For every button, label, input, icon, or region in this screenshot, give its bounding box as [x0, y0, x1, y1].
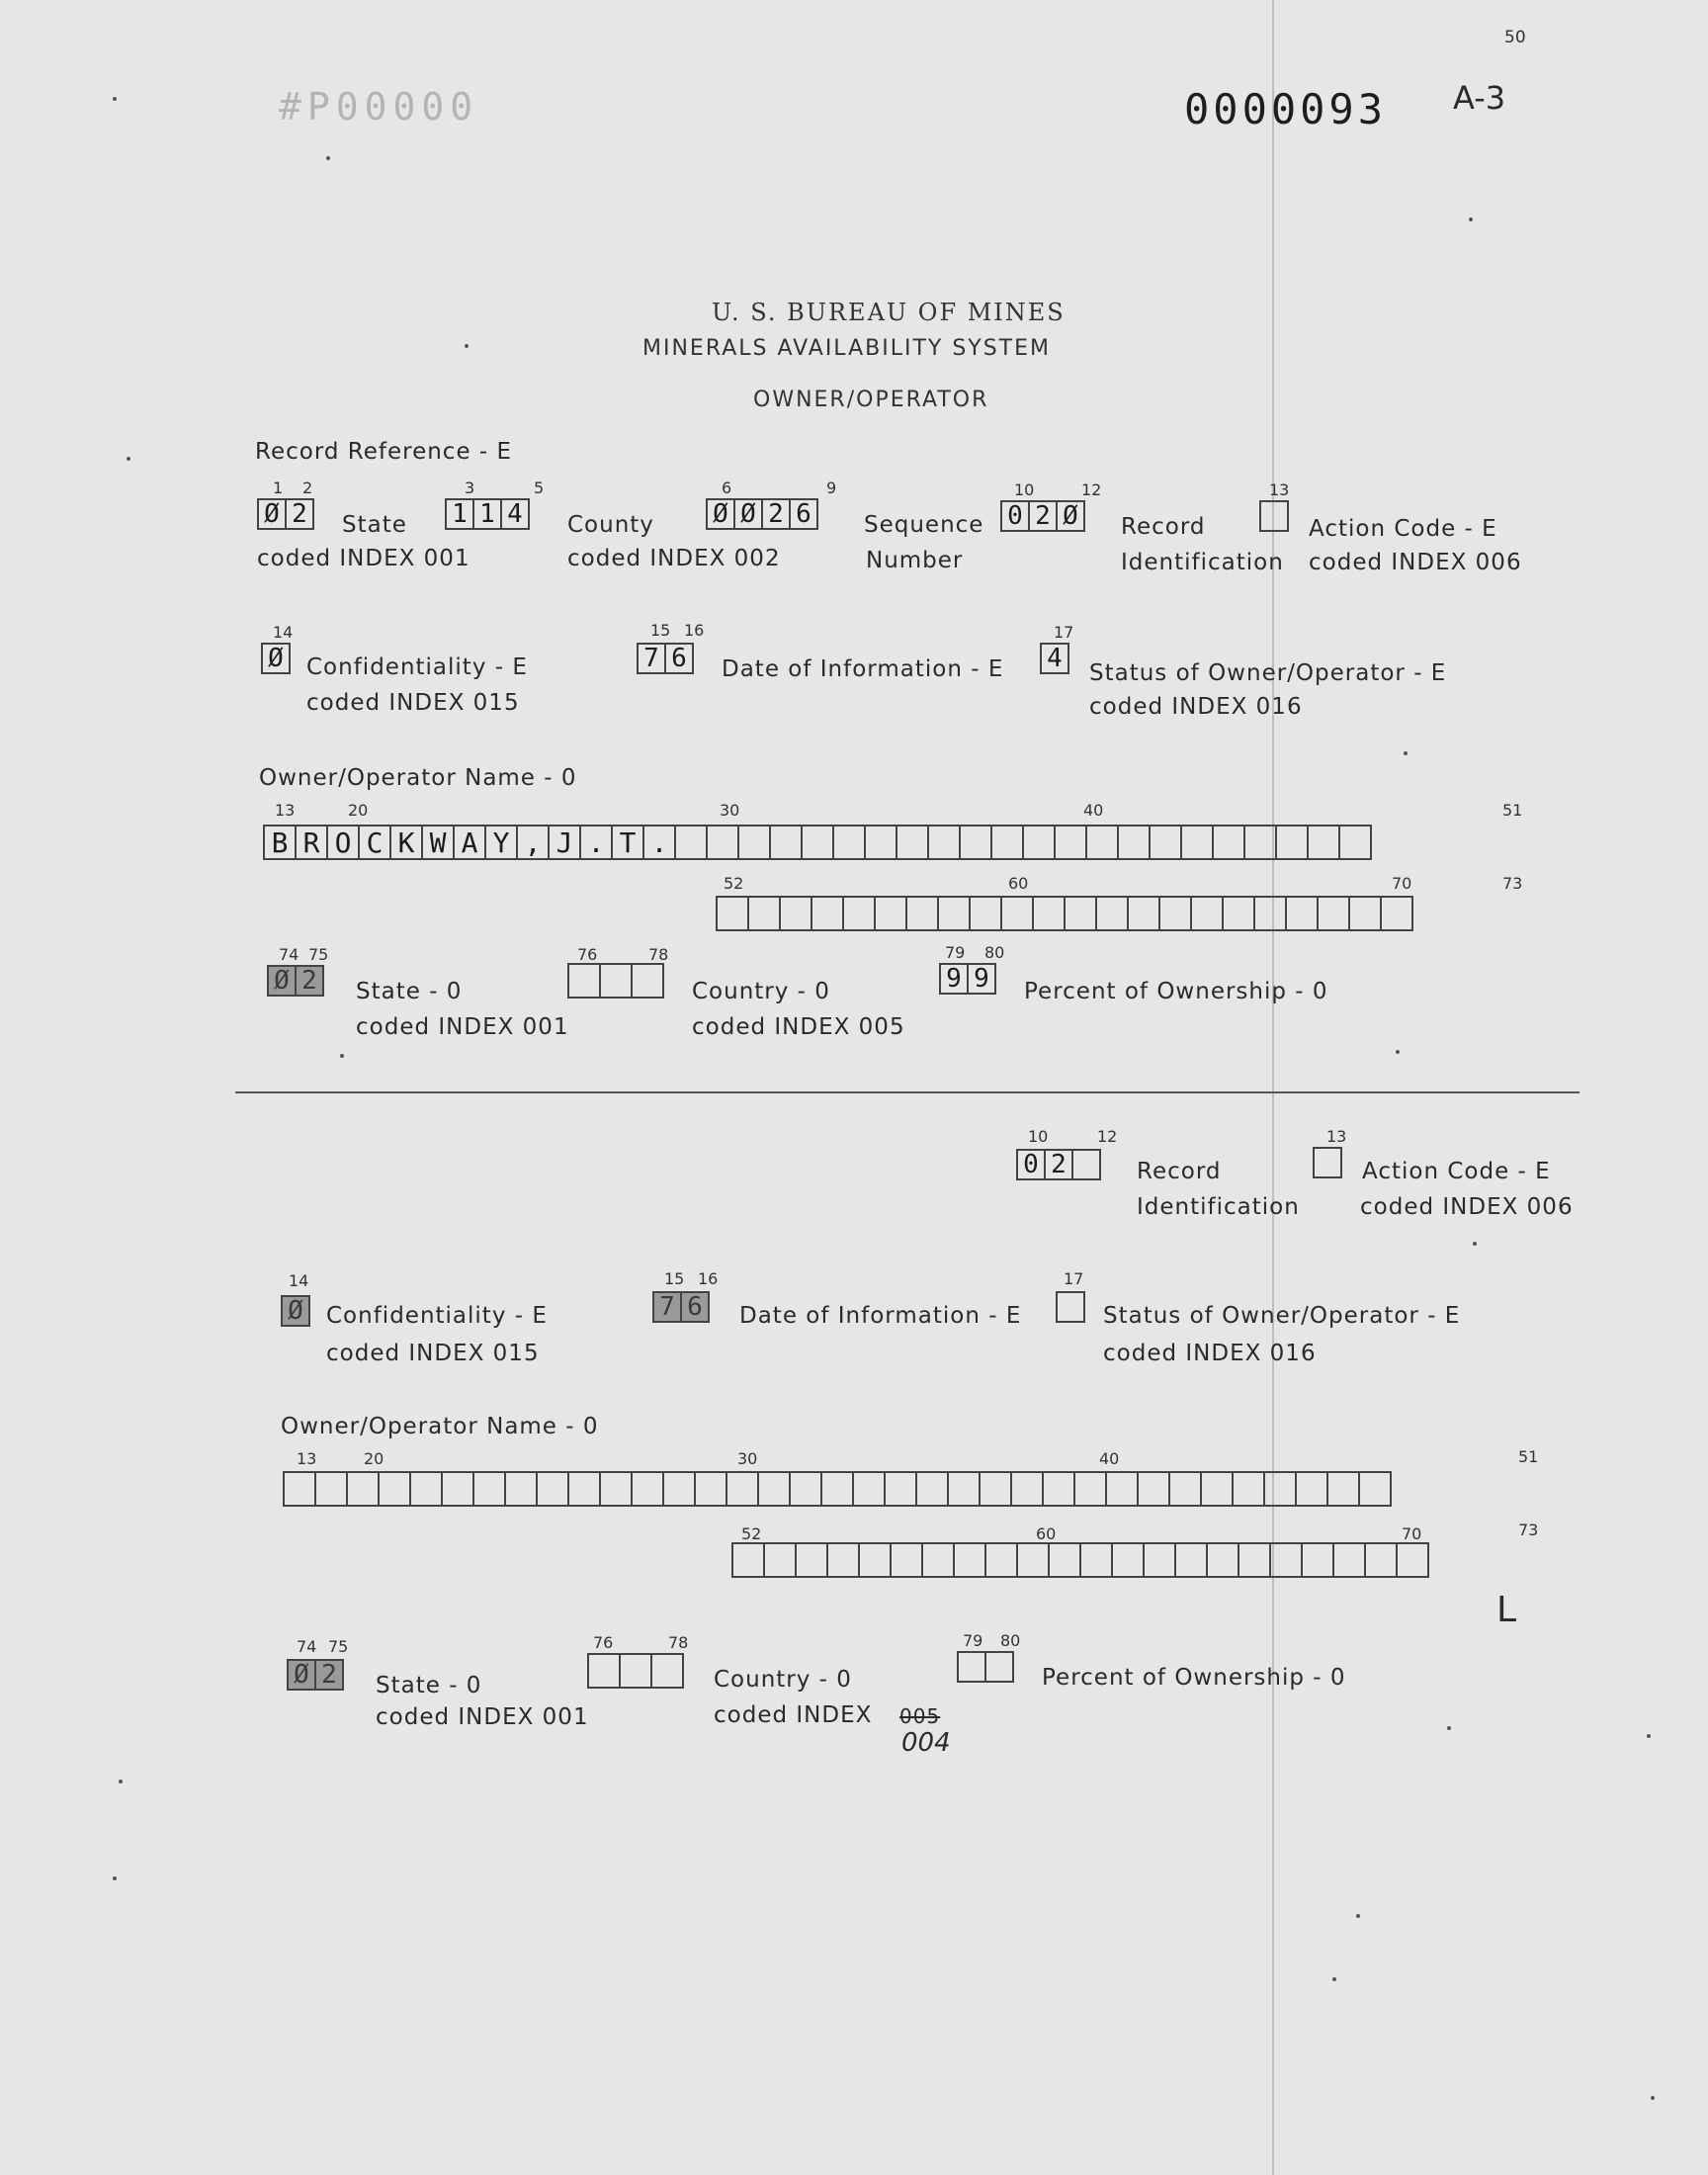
- s1-state-num1: 1: [273, 478, 284, 497]
- s1-sequence-box[interactable]: Ø: [706, 498, 735, 530]
- s1-country-num1: 76: [577, 945, 598, 964]
- s2-percent-box[interactable]: [984, 1651, 1014, 1683]
- s1-sequence-box[interactable]: 2: [761, 498, 791, 530]
- s1-name-box[interactable]: [1317, 896, 1350, 931]
- s1-county-sub: coded INDEX 002: [567, 546, 781, 571]
- s2-name2-num: 70: [1402, 1524, 1422, 1543]
- s1-name-box[interactable]: [1180, 825, 1214, 860]
- s2-name-box[interactable]: [1364, 1542, 1398, 1578]
- s2-conf-label: Confidentiality - E: [326, 1303, 548, 1329]
- s1-name-box[interactable]: [1275, 825, 1309, 860]
- s1-status-boxes: [1042, 643, 1069, 674]
- s1-name-label: Owner/Operator Name - 0: [259, 765, 577, 791]
- s2-name-box[interactable]: [795, 1542, 828, 1578]
- s1-state-label: State: [342, 512, 407, 538]
- s2-country-struck-code: 005: [899, 1704, 941, 1728]
- s2-name-row2: [733, 1542, 1429, 1578]
- s1-name-box[interactable]: [716, 896, 749, 931]
- s1-recid-num2: 12: [1081, 480, 1102, 499]
- scan-speck: [1404, 751, 1408, 755]
- s2-date-box[interactable]: 6: [680, 1291, 710, 1323]
- s2-action-sub: coded INDEX 006: [1360, 1194, 1574, 1220]
- s2-name-box[interactable]: [631, 1471, 664, 1507]
- s1-name-box[interactable]: [1085, 825, 1119, 860]
- s2-percent-num1: 79: [963, 1631, 983, 1650]
- s1-county-num2: 5: [534, 478, 545, 497]
- s2-action-boxes: [1315, 1147, 1342, 1178]
- s1-stateo-num2: 75: [308, 945, 329, 964]
- s2-country-box[interactable]: [619, 1653, 652, 1689]
- s2-stateo-num2: 75: [328, 1637, 349, 1656]
- scan-speck: [326, 156, 330, 160]
- s2-percent-label: Percent of Ownership - 0: [1042, 1665, 1346, 1691]
- s1-action-box[interactable]: [1259, 500, 1289, 532]
- s1-name-box[interactable]: C: [358, 825, 391, 860]
- s2-name-num: 20: [364, 1449, 384, 1468]
- s2-name-box[interactable]: [915, 1471, 949, 1507]
- s2-name-box[interactable]: [1200, 1471, 1234, 1507]
- s2-name-box[interactable]: [1301, 1542, 1334, 1578]
- s2-name-box[interactable]: [763, 1542, 797, 1578]
- s2-stateo-label: State - 0: [376, 1673, 482, 1698]
- s1-name-box[interactable]: B: [263, 825, 297, 860]
- s2-date-label: Date of Information - E: [739, 1303, 1022, 1329]
- s1-name-box[interactable]: [969, 896, 1002, 931]
- s1-sequence-box[interactable]: 6: [789, 498, 818, 530]
- s2-country-box[interactable]: [587, 1653, 621, 1689]
- s2-name-box[interactable]: [1174, 1542, 1208, 1578]
- s2-name-box[interactable]: [1332, 1542, 1366, 1578]
- s2-name-box[interactable]: [346, 1471, 380, 1507]
- s1-name-box[interactable]: [1117, 825, 1151, 860]
- s1-name-box[interactable]: [905, 896, 939, 931]
- s1-county-box[interactable]: 4: [500, 498, 530, 530]
- s1-name-box[interactable]: [959, 825, 992, 860]
- s1-state-boxes: [259, 498, 314, 530]
- s1-recid-box[interactable]: 0: [1000, 500, 1030, 532]
- s2-recid-box[interactable]: 2: [1044, 1149, 1073, 1180]
- s2-recid-label: Record: [1137, 1159, 1222, 1184]
- s1-status-sub: coded INDEX 016: [1089, 694, 1303, 720]
- s2-date-boxes: [654, 1291, 710, 1323]
- document-number: 0000093: [1184, 85, 1388, 133]
- s2-name-box[interactable]: [1010, 1471, 1044, 1507]
- s1-name-box[interactable]: [1212, 825, 1245, 860]
- s1-state-box[interactable]: 2: [285, 498, 314, 530]
- s1-name-box[interactable]: [779, 896, 812, 931]
- s1-stateo-box[interactable]: 2: [295, 965, 324, 997]
- scan-speck: [465, 344, 469, 348]
- s1-seq-sub: Number: [866, 548, 964, 573]
- s2-name-box[interactable]: [283, 1471, 316, 1507]
- s2-name-box[interactable]: [378, 1471, 411, 1507]
- s2-name-box[interactable]: [1358, 1471, 1392, 1507]
- s2-name-box[interactable]: [731, 1542, 765, 1578]
- s2-name-box[interactable]: [1396, 1542, 1429, 1578]
- s1-country-num2: 78: [648, 945, 669, 964]
- s1-name-box[interactable]: .: [642, 825, 676, 860]
- s2-name-box[interactable]: [1206, 1542, 1239, 1578]
- s1-name-box[interactable]: A: [453, 825, 486, 860]
- s1-name-box[interactable]: ,: [516, 825, 550, 860]
- s2-name-box[interactable]: [1137, 1471, 1170, 1507]
- s2-recid-num1: 10: [1028, 1127, 1049, 1146]
- s1-name-num: 30: [720, 801, 740, 820]
- s2-name-num: 40: [1099, 1449, 1120, 1468]
- s2-name-box[interactable]: [858, 1542, 892, 1578]
- s1-stateo-sub: coded INDEX 001: [356, 1014, 569, 1040]
- s1-action-sub: coded INDEX 006: [1309, 550, 1522, 575]
- s1-county-label: County: [567, 512, 654, 538]
- s2-stateo-boxes: [289, 1659, 344, 1691]
- s2-name-box[interactable]: [757, 1471, 791, 1507]
- s1-country-box[interactable]: [567, 963, 601, 999]
- scan-speck: [1332, 1977, 1336, 1981]
- s2-country-handwritten: 004: [901, 1728, 951, 1758]
- s1-county-boxes: [447, 498, 530, 530]
- s2-name-box[interactable]: [984, 1542, 1018, 1578]
- s1-recid-sub: Identification: [1121, 550, 1284, 575]
- s1-name-box[interactable]: [1149, 825, 1182, 860]
- s1-name-box[interactable]: [874, 896, 907, 931]
- s2-name-box[interactable]: [1073, 1471, 1107, 1507]
- s1-name-box[interactable]: [1032, 896, 1066, 931]
- s2-stateo-box[interactable]: 2: [314, 1659, 344, 1691]
- s2-name-num: 51: [1518, 1447, 1539, 1466]
- scan-speck: [119, 1780, 123, 1784]
- s2-name-box[interactable]: [1143, 1542, 1176, 1578]
- s2-status-sub: coded INDEX 016: [1103, 1341, 1317, 1366]
- scan-speck: [1396, 1050, 1400, 1054]
- s2-recid-sub: Identification: [1137, 1194, 1300, 1220]
- s1-state-num2: 2: [302, 478, 313, 497]
- s2-name-box[interactable]: [1016, 1542, 1050, 1578]
- scan-speck: [113, 97, 117, 101]
- s1-recid-box[interactable]: 2: [1028, 500, 1058, 532]
- s1-name-row2: [718, 896, 1413, 931]
- record-reference-label: Record Reference - E: [255, 439, 513, 465]
- s1-conf-num: 14: [273, 623, 294, 642]
- annotation-a3: A-3: [1453, 79, 1506, 117]
- s2-name-box[interactable]: [1238, 1542, 1271, 1578]
- s1-stateo-label: State - 0: [356, 979, 463, 1004]
- s1-name-box[interactable]: W: [421, 825, 455, 860]
- s2-name-box[interactable]: [1168, 1471, 1202, 1507]
- s1-country-boxes: [569, 963, 664, 999]
- s2-stateo-box[interactable]: Ø: [287, 1659, 316, 1691]
- s1-name-num: 40: [1083, 801, 1104, 820]
- faded-stamp: #P00000: [279, 85, 479, 129]
- s2-percent-boxes: [959, 1651, 1014, 1683]
- s2-name-row1: [285, 1471, 1392, 1507]
- s2-name2-num: 60: [1036, 1524, 1057, 1543]
- s1-name-box[interactable]: [1253, 896, 1287, 931]
- s1-country-box[interactable]: [631, 963, 664, 999]
- s1-country-label: Country - 0: [692, 979, 830, 1004]
- s2-name-box[interactable]: [1079, 1542, 1113, 1578]
- s1-status-label: Status of Owner/Operator - E: [1089, 660, 1447, 686]
- s2-name-num: 13: [297, 1449, 317, 1468]
- header-line2: MINERALS AVAILABILITY SYSTEM: [642, 336, 1052, 361]
- s1-county-num1: 3: [465, 478, 475, 497]
- s2-name-box[interactable]: [726, 1471, 759, 1507]
- s2-name-box[interactable]: [441, 1471, 474, 1507]
- s1-sequence-box[interactable]: Ø: [733, 498, 763, 530]
- scan-speck: [340, 1054, 344, 1058]
- s2-name-box[interactable]: [409, 1471, 443, 1507]
- s1-name-box[interactable]: [1054, 825, 1087, 860]
- s2-name-box[interactable]: [314, 1471, 348, 1507]
- s1-state-box[interactable]: Ø: [257, 498, 287, 530]
- s1-percent-box[interactable]: 9: [939, 963, 969, 995]
- s2-date-num1: 15: [664, 1269, 685, 1288]
- s2-name-box[interactable]: [979, 1471, 1012, 1507]
- s1-name-box[interactable]: [1348, 896, 1382, 931]
- s1-recid-box[interactable]: Ø: [1056, 500, 1085, 532]
- s2-country-sub: coded INDEX: [714, 1702, 873, 1728]
- s1-name-box[interactable]: [842, 896, 876, 931]
- s2-stateo-sub: coded INDEX 001: [376, 1704, 589, 1730]
- s1-name-box[interactable]: [937, 896, 971, 931]
- s1-status-num: 17: [1054, 623, 1074, 642]
- s1-name2-num: 60: [1008, 874, 1029, 893]
- s2-name-box[interactable]: [852, 1471, 886, 1507]
- s1-name-box[interactable]: [1243, 825, 1277, 860]
- s1-percent-label: Percent of Ownership - 0: [1024, 979, 1328, 1004]
- s1-country-sub: coded INDEX 005: [692, 1014, 905, 1040]
- s1-name-box[interactable]: .: [579, 825, 613, 860]
- s2-name-box[interactable]: [820, 1471, 854, 1507]
- s1-name-box[interactable]: [1022, 825, 1056, 860]
- s1-date-boxes: [639, 643, 694, 674]
- s1-conf-box[interactable]: Ø: [261, 643, 291, 674]
- header-line1: U. S. BUREAU OF MINES: [712, 299, 1066, 326]
- s1-status-box[interactable]: 4: [1040, 643, 1069, 674]
- s2-name-box[interactable]: [884, 1471, 917, 1507]
- s2-recid-box[interactable]: [1071, 1149, 1101, 1180]
- scan-speck: [1447, 1726, 1451, 1730]
- s1-name-box[interactable]: [927, 825, 961, 860]
- s2-name-box[interactable]: [1111, 1542, 1145, 1578]
- scan-speck: [113, 1876, 117, 1880]
- s1-date-label: Date of Information - E: [722, 656, 1004, 682]
- s1-county-box[interactable]: 1: [472, 498, 502, 530]
- s1-name-box[interactable]: K: [389, 825, 423, 860]
- s1-recid-num1: 10: [1014, 480, 1035, 499]
- s2-name-label: Owner/Operator Name - 0: [281, 1414, 599, 1439]
- s2-name-box[interactable]: [1048, 1542, 1081, 1578]
- s1-percent-num2: 80: [984, 943, 1005, 962]
- scan-speck: [1647, 1734, 1651, 1738]
- s2-conf-box[interactable]: Ø: [281, 1295, 310, 1327]
- s2-conf-boxes: [283, 1295, 310, 1327]
- scan-fold-line: [1272, 0, 1274, 2175]
- s1-name-num: 51: [1502, 801, 1523, 820]
- s1-name2-num: 73: [1502, 874, 1523, 893]
- s2-action-num: 13: [1326, 1127, 1347, 1146]
- s2-name-box[interactable]: [1232, 1471, 1265, 1507]
- s2-conf-sub: coded INDEX 015: [326, 1341, 540, 1366]
- scan-speck: [1469, 218, 1473, 221]
- s1-name-box[interactable]: [1095, 896, 1129, 931]
- s1-name-box[interactable]: O: [326, 825, 360, 860]
- s1-stateo-box[interactable]: Ø: [267, 965, 297, 997]
- scan-speck: [127, 457, 130, 461]
- s2-recid-num2: 12: [1097, 1127, 1118, 1146]
- s1-county-box[interactable]: 1: [445, 498, 474, 530]
- s2-name-box[interactable]: [1105, 1471, 1139, 1507]
- scan-speck: [1473, 1242, 1477, 1246]
- s2-name-box[interactable]: [536, 1471, 569, 1507]
- s1-action-boxes: [1261, 500, 1289, 532]
- s2-name-box[interactable]: [472, 1471, 506, 1507]
- s2-percent-num2: 80: [1000, 1631, 1021, 1650]
- s1-stateo-num1: 74: [279, 945, 299, 964]
- s2-country-num2: 78: [668, 1633, 689, 1652]
- s1-action-num: 13: [1269, 480, 1290, 499]
- s1-name-box[interactable]: R: [295, 825, 328, 860]
- s2-action-label: Action Code - E: [1362, 1159, 1551, 1184]
- section-divider: [235, 1091, 1580, 1093]
- s1-conf-sub: coded INDEX 015: [306, 690, 520, 716]
- s2-status-num: 17: [1064, 1269, 1084, 1288]
- s2-stateo-num1: 74: [297, 1637, 317, 1656]
- s2-conf-num: 14: [289, 1271, 309, 1290]
- s1-name-box[interactable]: T: [611, 825, 644, 860]
- s1-name-box[interactable]: [990, 825, 1024, 860]
- s2-country-num1: 76: [593, 1633, 614, 1652]
- s2-name2-num: 52: [741, 1524, 762, 1543]
- s1-sequence-boxes: [708, 498, 818, 530]
- s1-name-box[interactable]: [811, 896, 844, 931]
- s1-name-box[interactable]: [674, 825, 708, 860]
- s2-name-box[interactable]: [567, 1471, 601, 1507]
- s1-seq-label: Sequence: [864, 512, 984, 538]
- s1-name-row1: [265, 825, 1372, 860]
- s1-conf-boxes: [263, 643, 291, 674]
- s1-name-box[interactable]: [1190, 896, 1224, 931]
- s1-date-num2: 16: [684, 621, 705, 640]
- s2-name-box[interactable]: [1042, 1471, 1075, 1507]
- s1-recid-label: Record: [1121, 514, 1206, 540]
- scan-speck: [1651, 2096, 1655, 2100]
- s2-name-box[interactable]: [826, 1542, 860, 1578]
- s2-name-box[interactable]: [599, 1471, 633, 1507]
- s2-date-num2: 16: [698, 1269, 719, 1288]
- s1-name-num: 20: [348, 801, 369, 820]
- s1-name-box[interactable]: [706, 825, 739, 860]
- s1-name-box[interactable]: [896, 825, 929, 860]
- scan-speck: [1356, 1914, 1360, 1918]
- s1-name-box[interactable]: [737, 825, 771, 860]
- s2-name-num: 30: [737, 1449, 758, 1468]
- s2-name-box[interactable]: [1326, 1471, 1360, 1507]
- s2-name-box[interactable]: [662, 1471, 696, 1507]
- s1-percent-num1: 79: [945, 943, 966, 962]
- s1-percent-boxes: [941, 963, 996, 995]
- s1-date-box[interactable]: 6: [664, 643, 694, 674]
- s1-name-box[interactable]: Y: [484, 825, 518, 860]
- s1-name-box[interactable]: [801, 825, 834, 860]
- s2-date-box[interactable]: 7: [652, 1291, 682, 1323]
- s1-name-box[interactable]: [1064, 896, 1097, 931]
- s1-date-box[interactable]: 7: [637, 643, 666, 674]
- s1-state-sub: coded INDEX 001: [257, 546, 470, 571]
- s2-name-box[interactable]: [694, 1471, 727, 1507]
- s2-action-box[interactable]: [1313, 1147, 1342, 1178]
- s2-status-boxes: [1058, 1291, 1085, 1323]
- s2-name-box[interactable]: [1263, 1471, 1297, 1507]
- s2-country-boxes: [589, 1653, 684, 1689]
- s2-recid-box[interactable]: 0: [1016, 1149, 1046, 1180]
- s2-name-box[interactable]: [504, 1471, 538, 1507]
- s2-country-label: Country - 0: [714, 1667, 852, 1693]
- s2-recid-boxes: [1018, 1149, 1101, 1180]
- s2-name-box[interactable]: [1269, 1542, 1303, 1578]
- s1-action-label: Action Code - E: [1309, 516, 1497, 542]
- s1-name-box[interactable]: [1338, 825, 1372, 860]
- header-line3: OWNER/OPERATOR: [753, 388, 989, 412]
- s2-name-box[interactable]: [789, 1471, 822, 1507]
- s2-percent-box[interactable]: [957, 1651, 986, 1683]
- s1-name2-num: 52: [724, 874, 744, 893]
- s1-name-box[interactable]: [1285, 896, 1319, 931]
- s1-name-box[interactable]: [1000, 896, 1034, 931]
- s1-seq-num2: 9: [826, 478, 837, 497]
- s1-name-box[interactable]: [1222, 896, 1255, 931]
- s1-name-box[interactable]: [769, 825, 803, 860]
- s1-name-box[interactable]: [864, 825, 897, 860]
- s2-name-box[interactable]: [947, 1471, 981, 1507]
- s1-name-box[interactable]: [1307, 825, 1340, 860]
- s1-date-num1: 15: [650, 621, 671, 640]
- s1-name-box[interactable]: [1127, 896, 1160, 931]
- s2-name-box[interactable]: [1295, 1471, 1328, 1507]
- s2-status-box[interactable]: [1056, 1291, 1085, 1323]
- s1-name-num: 13: [275, 801, 296, 820]
- s1-name-box[interactable]: [747, 896, 781, 931]
- s1-name-box[interactable]: [1158, 896, 1192, 931]
- s1-name-box[interactable]: J: [548, 825, 581, 860]
- s1-seq-num1: 6: [722, 478, 732, 497]
- s1-recid-boxes: [1002, 500, 1085, 532]
- s2-country-box[interactable]: [650, 1653, 684, 1689]
- s2-name-box[interactable]: [890, 1542, 923, 1578]
- s2-name2-num: 73: [1518, 1521, 1539, 1539]
- s2-name-box[interactable]: [953, 1542, 986, 1578]
- s2-status-label: Status of Owner/Operator - E: [1103, 1303, 1461, 1329]
- s1-name-box[interactable]: [1380, 896, 1413, 931]
- s1-stateo-boxes: [269, 965, 324, 997]
- s2-margin-mark: L: [1496, 1590, 1517, 1630]
- s1-percent-box[interactable]: 9: [967, 963, 996, 995]
- s1-name2-num: 70: [1392, 874, 1412, 893]
- page-corner-number: 50: [1504, 28, 1526, 47]
- s1-country-box[interactable]: [599, 963, 633, 999]
- s1-name-box[interactable]: [832, 825, 866, 860]
- s1-conf-label: Confidentiality - E: [306, 654, 528, 680]
- s2-name-box[interactable]: [921, 1542, 955, 1578]
